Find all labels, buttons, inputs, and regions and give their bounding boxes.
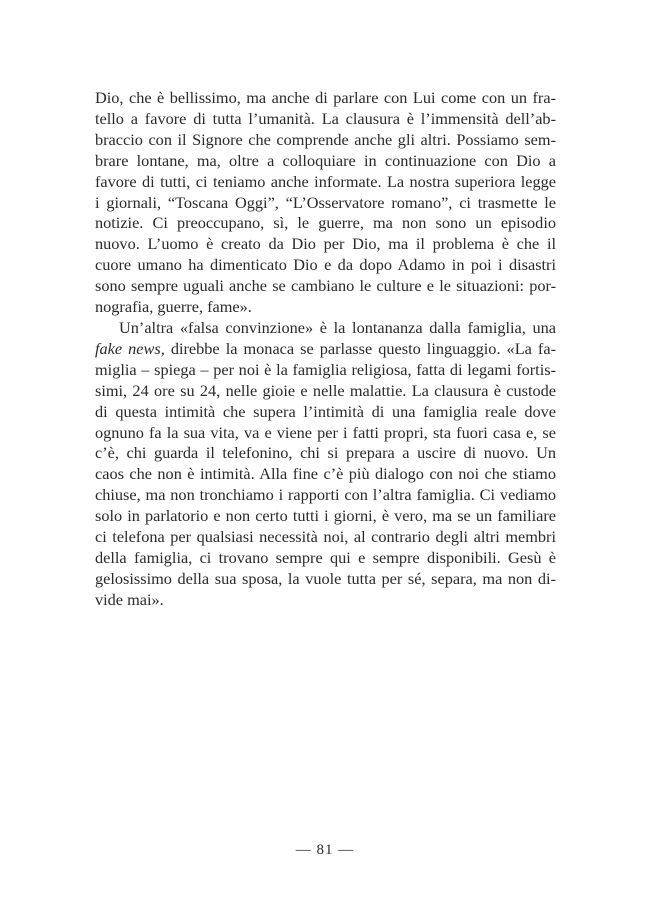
- text-line: nografia, guerre, fame».: [95, 297, 252, 317]
- text-line: brare lontane, ma, oltre a colloquiare in continuazione con Dio a: [95, 150, 556, 170]
- text-line: miglia – spiega – per noi è la famiglia religiosa, fatta di legami fortis-: [95, 359, 556, 379]
- text-line: di questa intimità che supera l’intimità di una famiglia reale dove: [95, 401, 556, 421]
- text-line: c’è, chi guarda il telefonino, chi si prepara a uscire di nuovo. Un: [95, 443, 556, 463]
- text-line: ognuno fa la sua vita, va e viene per i fatti propri, sta fuori casa e, se: [95, 422, 556, 442]
- text-line: Dio, che è bellissimo, ma anche di parlare con Lui come con un fra-: [95, 88, 556, 107]
- text-fragment: direbbe la monaca se parlasse questo linguaggio. «La fa-: [164, 338, 556, 358]
- text-line: simi, 24 ore su 24, nelle gioie e nelle malattie. La clausura è custode: [95, 380, 556, 400]
- text-line: favore di tutti, ci teniamo anche informate. La nostra superiora legge: [95, 171, 556, 191]
- text-line: sono sempre uguali anche se cambiano le culture e le situazioni: por-: [95, 276, 556, 296]
- text-line: tello a favore di tutta l’umanità. La clausura è l’immensità dell’ab-: [95, 108, 556, 128]
- text-line: notizie. Ci preoccupano, sì, le guerre, ma non sono un episodio: [95, 213, 556, 233]
- text-line: braccio con il Signore che comprende anche gli altri. Possiamo sem-: [95, 129, 556, 149]
- text-line: della famiglia, ci trovano sempre qui e sempre disponibili. Gesù è: [95, 547, 556, 567]
- text-line: [95, 339, 556, 360]
- text-line: caos che non è intimità. Alla fine c’è più dialogo con noi che stiamo: [95, 464, 556, 484]
- text-line: chiuse, ma non tronchiamo i rapporti con l’altra famiglia. Ci vediamo: [95, 485, 556, 505]
- text-line: Un’altra «falsa convinzione» è la lontananza dalla famiglia, una: [119, 317, 556, 337]
- body-text: [95, 88, 556, 611]
- text-line: nuovo. L’uomo è creato da Dio per Dio, ma il problema è che il: [95, 234, 556, 254]
- italic-phrase: fake news,: [95, 338, 165, 358]
- text-line: vide mai».: [95, 589, 164, 609]
- text-line: cuore umano ha dimenticato Dio e da dopo Adamo in poi i disastri: [95, 255, 556, 275]
- page-number: — 81 —: [295, 842, 355, 858]
- text-line: ci telefona per qualsiasi necessità noi, al contrario degli altri membri: [95, 527, 556, 547]
- text-line: solo in parlatorio e non certo tutti i giorni, è vero, ma se un familiare: [95, 506, 556, 526]
- text-line: i giornali, “Toscana Oggi”, “L’Osservatore romano”, ci trasmette le: [95, 192, 556, 212]
- text-line: gelosissimo della sua sposa, la vuole tutta per sé, separa, ma non di-: [95, 568, 556, 588]
